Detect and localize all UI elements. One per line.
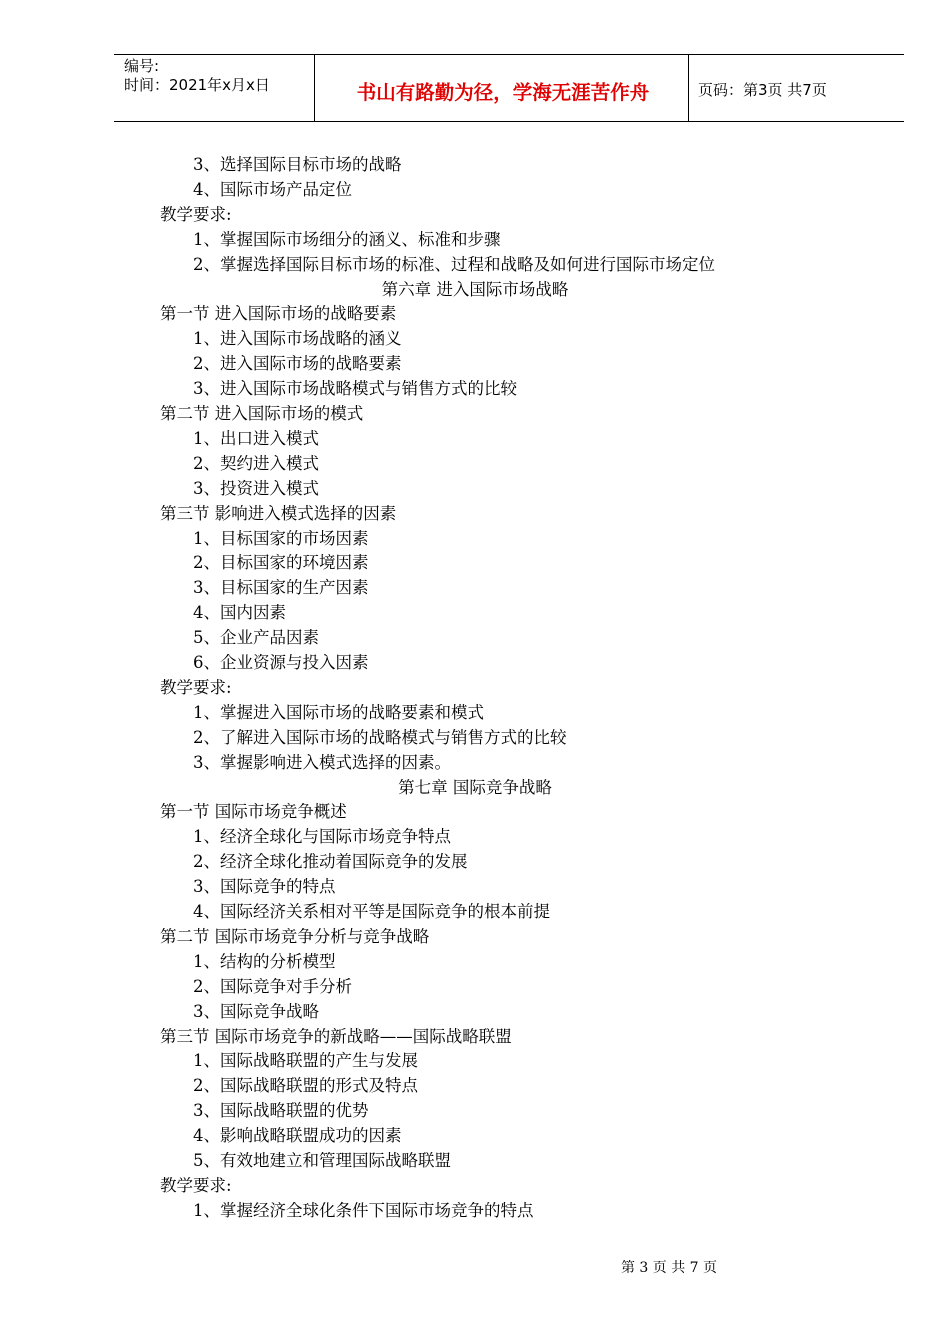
- list-item: 4、影响战略联盟成功的因素: [193, 1126, 402, 1146]
- teaching-requirements-heading: 教学要求:: [160, 204, 232, 224]
- list-item: 5、有效地建立和管理国际战略联盟: [193, 1151, 451, 1170]
- chapter-title: 第七章 国际竞争战略: [398, 777, 552, 797]
- document-time-label: 时间：2021年x月x日: [124, 76, 270, 94]
- list-item: 1、掌握经济全球化条件下国际市场竞争的特点: [193, 1200, 534, 1220]
- header-motto: 书山有路勤为径，学海无涯苦作舟: [356, 81, 650, 104]
- list-item: 5、企业产品因素: [193, 628, 319, 648]
- list-item: 1、进入国际市场战略的涵义: [193, 329, 402, 349]
- footer-page-number: 第 3 页 共 7 页: [620, 1260, 718, 1276]
- page-footer: [0, 1257, 950, 1277]
- list-item: 3、国际战略联盟的优势: [193, 1101, 369, 1121]
- list-item: 1、结构的分析模型: [193, 951, 336, 971]
- list-item: 3、投资进入模式: [193, 478, 319, 498]
- list-item: 2、目标国家的环境因素: [193, 553, 369, 573]
- header-divider-left: [314, 55, 315, 121]
- header-divider-right: [688, 55, 689, 121]
- header-meta: [124, 57, 314, 95]
- list-item: 1、出口进入模式: [193, 428, 319, 448]
- list-item: 6、企业资源与投入因素: [193, 653, 369, 672]
- header-page-info: 页码：第3页 共7页: [698, 81, 827, 99]
- list-item: 2、国际战略联盟的形式及特点: [193, 1076, 418, 1096]
- section-heading: 第一节 国际市场竞争概述: [160, 802, 347, 822]
- list-item: 2、契约进入模式: [193, 453, 319, 473]
- teaching-requirements-heading: 教学要求:: [160, 1175, 232, 1195]
- list-item: 3、进入国际市场战略模式与销售方式的比较: [193, 379, 517, 399]
- document-number-label: 编号:: [124, 57, 160, 75]
- section-heading: 第三节 影响进入模式选择的因素: [160, 503, 397, 523]
- list-item: 1、目标国家的市场因素: [193, 528, 369, 548]
- chapter-title: 第六章 进入国际市场战略: [381, 279, 569, 299]
- list-item: 2、经济全球化推动着国际竞争的发展: [193, 852, 468, 872]
- list-item: 2、了解进入国际市场的战略模式与销售方式的比较: [193, 727, 567, 747]
- list-item: 3、选择国际目标市场的战略: [193, 155, 402, 174]
- list-item: 1、掌握进入国际市场的战略要素和模式: [193, 702, 484, 722]
- list-item: 3、国际竞争的特点: [193, 877, 336, 897]
- section-heading: 第二节 国际市场竞争分析与竞争战略: [160, 926, 430, 946]
- list-item: 2、进入国际市场的战略要素: [193, 354, 402, 374]
- list-item: 4、国内因素: [193, 603, 286, 623]
- section-heading: 第三节 国际市场竞争的新战略——国际战略联盟: [160, 1026, 512, 1046]
- list-item: 4、国际市场产品定位: [193, 179, 352, 199]
- list-item: 3、目标国家的生产因素: [193, 578, 369, 598]
- list-item: 3、掌握影响进入模式选择的因素。: [193, 752, 451, 772]
- list-item: 2、国际竞争对手分析: [193, 976, 352, 996]
- page-header: [114, 54, 904, 122]
- list-item: 3、国际竞争战略: [193, 1001, 319, 1021]
- list-item: 1、经济全球化与国际市场竞争特点: [193, 827, 451, 847]
- list-item: 1、国际战略联盟的产生与发展: [193, 1051, 418, 1071]
- teaching-requirements-heading: 教学要求:: [160, 677, 232, 697]
- list-item: 1、掌握国际市场细分的涵义、标准和步骤: [193, 229, 501, 249]
- section-heading: 第一节 进入国际市场的战略要素: [160, 304, 397, 324]
- list-item: 4、国际经济关系相对平等是国际竞争的根本前提: [193, 902, 550, 921]
- list-item: 2、掌握选择国际目标市场的标准、过程和战略及如何进行国际市场定位: [193, 254, 715, 274]
- section-heading: 第二节 进入国际市场的模式: [160, 404, 364, 423]
